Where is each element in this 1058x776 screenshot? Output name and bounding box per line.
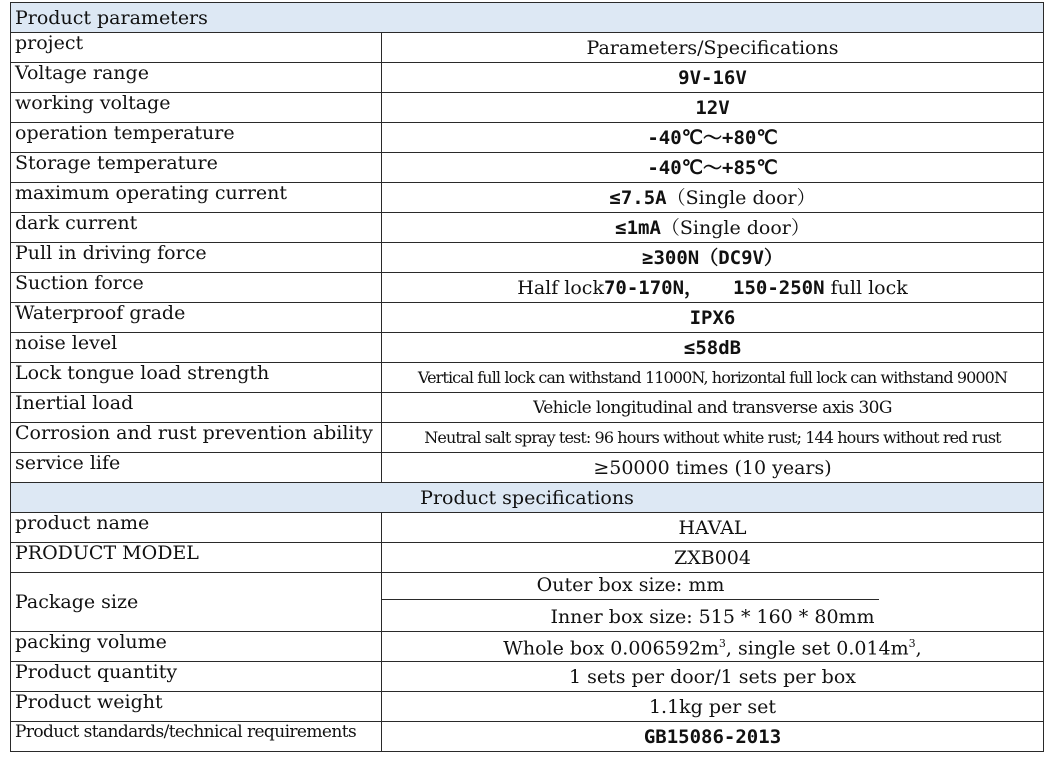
table-row [11, 393, 1044, 423]
cubic-superscript: 3 [908, 637, 916, 651]
row-label: Pull in driving force [11, 243, 382, 273]
table-row [11, 333, 1044, 363]
row-value: Vertical full lock can withstand 11000N, horizontal full lock can withstand 9000N [382, 363, 1044, 393]
table-row [11, 153, 1044, 183]
row-value: GB15086-2013 [382, 722, 1044, 752]
value-note: （Single door） [660, 216, 810, 239]
row-value: 1.1kg per set [382, 692, 1044, 722]
row-label: Lock tongue load strength [11, 363, 382, 393]
specifications-title: Product specifications [11, 483, 1044, 513]
inner-box-size: Inner box size: 515 * 160 * 80mm [382, 602, 1044, 632]
table-row [11, 573, 1044, 603]
row-value: 1 sets per door/1 sets per box [382, 662, 1044, 692]
row-value [382, 273, 1044, 303]
product-spec-table [10, 2, 1044, 752]
row-label: service life [11, 453, 382, 483]
row-value: 9V-16V [382, 63, 1044, 93]
table-row [11, 543, 1044, 573]
value-prefix: Half lock [517, 276, 604, 299]
row-value: IPX6 [382, 303, 1044, 333]
table-row [11, 93, 1044, 123]
value-suffix: full lock [830, 276, 908, 299]
row-label: PRODUCT MODEL [11, 543, 382, 573]
table-row [11, 363, 1044, 393]
row-label: Storage temperature [11, 153, 382, 183]
row-value: Parameters/Specifications [382, 33, 1044, 63]
value-note: （Single door） [666, 186, 816, 209]
row-value: -40℃～+85℃ [382, 153, 1044, 183]
section-header-row [11, 3, 1044, 33]
row-label: Product standards/technical requirements [11, 722, 382, 752]
table-row [11, 632, 1044, 662]
row-value [382, 632, 1044, 662]
table-row [11, 213, 1044, 243]
row-label: Voltage range [11, 63, 382, 93]
volume-end: , [915, 637, 922, 660]
row-label: project [11, 33, 382, 63]
value-main: ≤7.5A [609, 186, 667, 209]
row-value [382, 213, 1044, 243]
parameters-title: Product parameters [11, 3, 1044, 33]
row-value: ≥50000 times (10 years) [382, 453, 1044, 483]
row-label: Corrosion and rust prevention ability [11, 423, 382, 453]
volume-single: , single set 0.014m [725, 637, 909, 660]
section-header-row [11, 483, 1044, 513]
row-label: dark current [11, 213, 382, 243]
row-label: noise level [11, 333, 382, 363]
table-row [11, 692, 1044, 722]
row-value: 12V [382, 93, 1044, 123]
table-row [11, 273, 1044, 303]
row-label: working voltage [11, 93, 382, 123]
row-label: Inertial load [11, 393, 382, 423]
table-row [11, 63, 1044, 93]
row-label: packing volume [11, 632, 382, 662]
table-row [11, 303, 1044, 333]
value-half-lock: 70-170N， [603, 276, 704, 299]
row-value: Vehicle longitudinal and transverse axis 30G [382, 393, 1044, 423]
row-label: Product quantity [11, 662, 382, 692]
outer-box-size: Outer box size: mm [382, 575, 879, 600]
row-value: -40℃～+80℃ [382, 123, 1044, 153]
table-row [11, 662, 1044, 692]
row-label: product name [11, 513, 382, 543]
value-main: ≤1mA [615, 216, 661, 239]
row-value: Neutral salt spray test: 96 hours without white rust; 144 hours without red rust [382, 423, 1044, 453]
row-label: Suction force [11, 273, 382, 303]
row-label: operation temperature [11, 123, 382, 153]
table-row [11, 243, 1044, 273]
row-value [382, 183, 1044, 213]
table-row [11, 722, 1044, 752]
cubic-superscript: 3 [718, 637, 726, 651]
row-label: maximum operating current [11, 183, 382, 213]
volume-whole: Whole box 0.006592m [503, 637, 719, 660]
row-value [382, 573, 1044, 603]
table-row [11, 33, 1044, 63]
row-value: ZXB004 [382, 543, 1044, 573]
table-row [11, 453, 1044, 483]
row-value: ≥300N（DC9V） [382, 243, 1044, 273]
table-row [11, 123, 1044, 153]
row-label: Package size [11, 573, 382, 632]
value-full-lock: 150-250N [733, 276, 825, 299]
row-value: HAVAL [382, 513, 1044, 543]
row-label: Product weight [11, 692, 382, 722]
row-value: ≤58dB [382, 333, 1044, 363]
table-row [11, 513, 1044, 543]
table-row [11, 183, 1044, 213]
table-row [11, 423, 1044, 453]
row-label: Waterproof grade [11, 303, 382, 333]
